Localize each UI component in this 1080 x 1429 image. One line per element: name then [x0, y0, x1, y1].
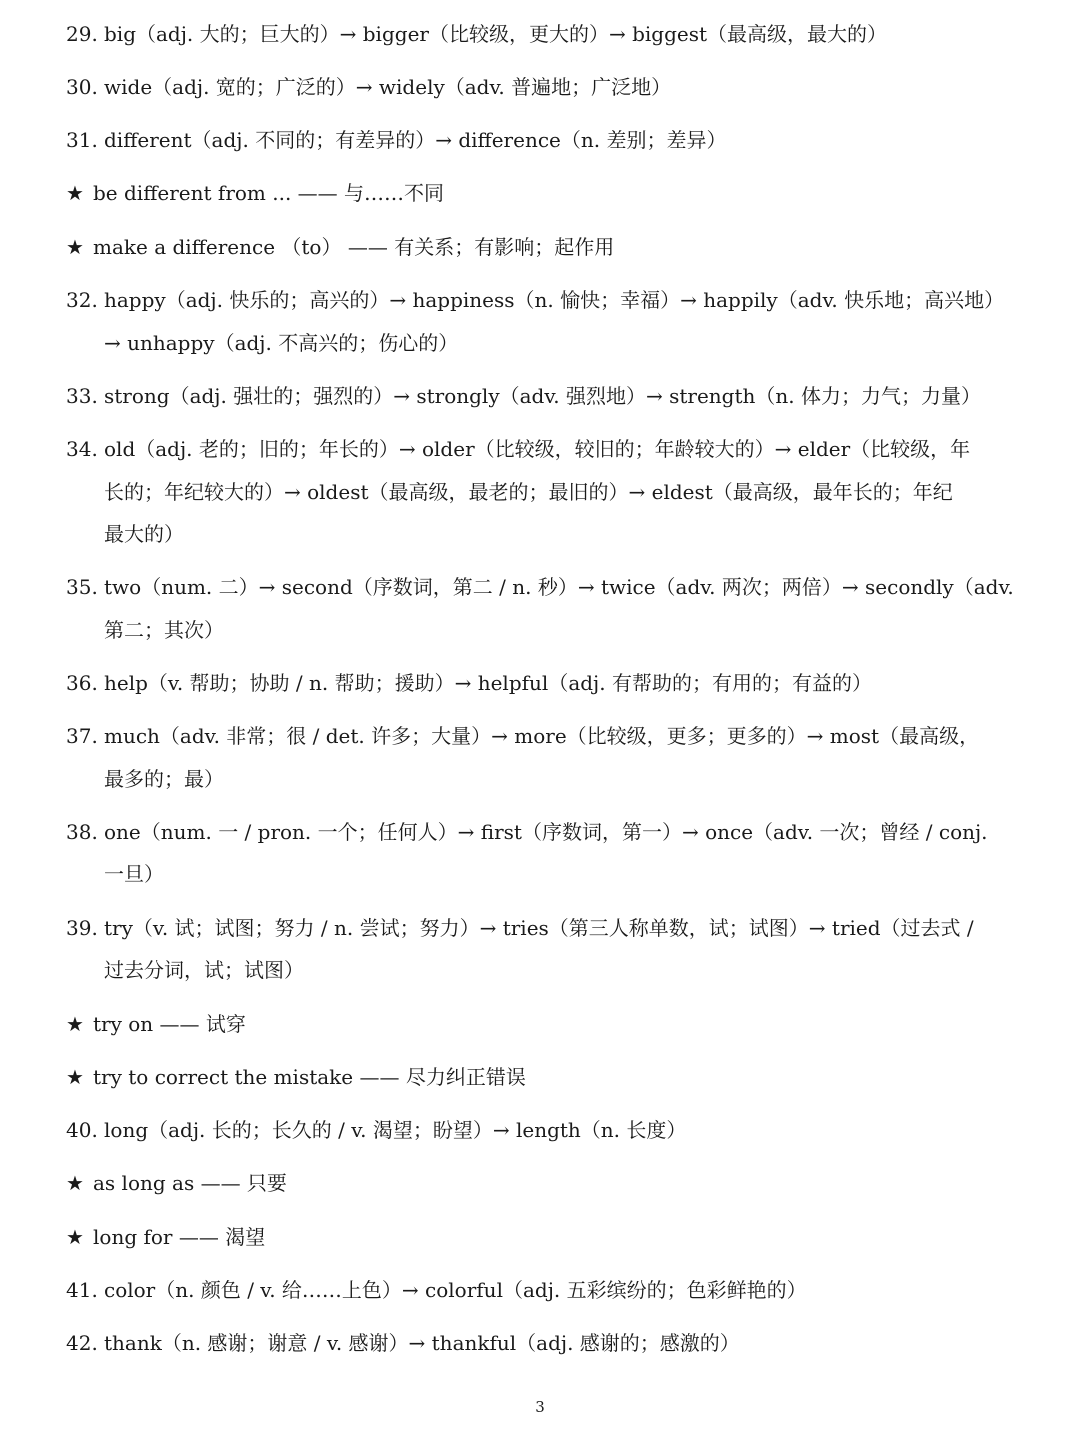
entry-number: 40.: [66, 1118, 98, 1142]
entry-number: 30.: [66, 75, 98, 99]
star-icon: ★: [66, 181, 84, 205]
entry-text: long（adj. 长的；长久的 / v. 渴望；盼望）→ length（n. 长度）: [104, 1118, 687, 1142]
entry-text: two（num. 二）→ second（序数词，第二 / n. 秒）→ twice（adv. 两次；两倍）→ secondly（adv.: [104, 575, 1014, 599]
star-icon: ★: [66, 1012, 84, 1036]
entry-number: 32.: [66, 288, 98, 312]
entry-number: 34.: [66, 437, 98, 461]
entry-text: color（n. 颜色 / v. 给……上色）→ colorful（adj. 五彩缤纷的；色彩鲜艳的）: [104, 1278, 807, 1302]
entry-number: 36.: [66, 671, 98, 695]
entry-text: much（adv. 非常；很 / det. 许多；大量）→ more（比较级，更多；更多的）→ most（最高级，: [104, 724, 980, 748]
star-icon: ★: [66, 1065, 84, 1089]
entry-text: old（adj. 老的；旧的；年长的）→ older（比较级，较旧的；年龄较大的）→ elder（比较级，年: [104, 437, 971, 461]
phrase-text: try to correct the mistake —— 尽力纠正错误: [93, 1065, 526, 1089]
star-icon: ★: [66, 1225, 84, 1249]
star-icon: ★: [66, 1171, 84, 1195]
entry-number: 39.: [66, 916, 98, 940]
entry-text: 长的；年纪较大的）→ oldest（最高级，最老的；最旧的）→ eldest（最高级，最年长的；年纪: [104, 480, 953, 504]
entry-text: 最多的；最）: [104, 767, 224, 791]
entry-text: 一旦）: [104, 862, 164, 886]
entry-number: 37.: [66, 724, 98, 748]
entry-text: big（adj. 大的；巨大的）→ bigger（比较级，更大的）→ biggest（最高级，最大的）: [104, 22, 888, 46]
entry-number: 41.: [66, 1278, 98, 1302]
entry-text: different（adj. 不同的；有差异的）→ difference（n. 差别；差异）: [104, 128, 727, 152]
entry-text: 过去分词，试；试图）: [104, 958, 304, 982]
entry-number: 35.: [66, 575, 98, 599]
entry-text: help（v. 帮助；协助 / n. 帮助；援助）→ helpful（adj. 有帮助的；有用的；有益的）: [104, 671, 872, 695]
entry-text: happy（adj. 快乐的；高兴的）→ happiness（n. 愉快；幸福）→ happily（adv. 快乐地；高兴地）: [104, 288, 1005, 312]
entry-text: wide（adj. 宽的；广泛的）→ widely（adv. 普遍地；广泛地）: [104, 75, 672, 99]
entry-text: try（v. 试；试图；努力 / n. 尝试；努力）→ tries（第三人称单数，试；试图）→ tried（过去式 /: [104, 916, 974, 940]
phrase-text: as long as —— 只要: [93, 1171, 287, 1195]
star-icon: ★: [66, 235, 84, 259]
entry-text: 最大的）: [104, 522, 184, 546]
entry-number: 42.: [66, 1331, 98, 1355]
entry-number: 29.: [66, 22, 98, 46]
entry-text: strong（adj. 强壮的；强烈的）→ strongly（adv. 强烈地）→ strength（n. 体力；力气；力量）: [104, 384, 982, 408]
phrase-text: long for —— 渴望: [93, 1225, 266, 1249]
entry-number: 33.: [66, 384, 98, 408]
entry-text: thank（n. 感谢；谢意 / v. 感谢）→ thankful（adj. 感谢的；感激的）: [104, 1331, 740, 1355]
phrase-text: make a difference （to） —— 有关系；有影响；起作用: [93, 235, 615, 259]
entry-text: 第二；其次）: [104, 618, 224, 642]
entry-text: → unhappy（adj. 不高兴的；伤心的）: [104, 331, 459, 355]
phrase-text: try on —— 试穿: [93, 1012, 246, 1036]
entry-number: 38.: [66, 820, 98, 844]
page-number: 3: [535, 1398, 545, 1416]
entry-text: one（num. 一 / pron. 一个；任何人）→ first（序数词，第一）→ once（adv. 一次；曾经 / conj.: [104, 820, 988, 844]
entry-number: 31.: [66, 128, 98, 152]
phrase-text: be different from ... —— 与……不同: [93, 181, 445, 205]
